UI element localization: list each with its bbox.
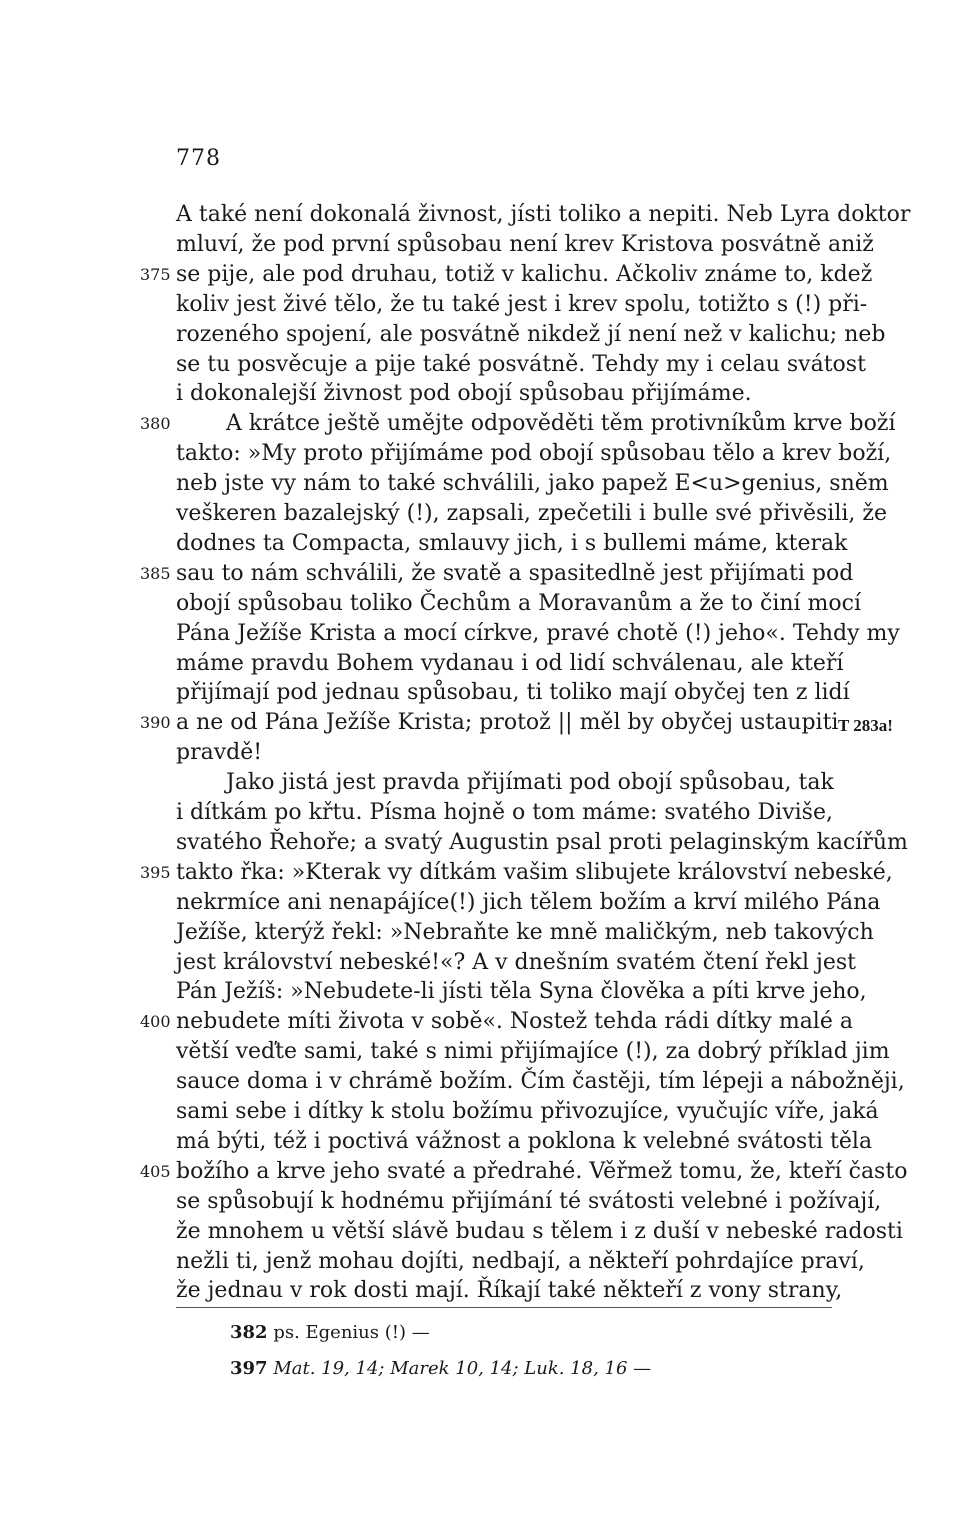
text-line: nekrmíce ani nenapájíce(!) jich tělem božím a krví milého Pána <box>176 890 881 915</box>
margin-note: T 283a! <box>838 716 893 735</box>
text-line: Ježíše, kterýž řekl: »Nebraňte ke mně maličkým, neb takových <box>176 920 874 945</box>
text-line: máme pravdu Bohem vydanau i od lidí schválenau, ale kteří <box>176 651 844 676</box>
text-line: A krátce ještě umějte odpověděti těm protivníkům krve boží <box>226 411 896 436</box>
text-line: obojí spůsobau toliko Čechům a Moravanům a že to činí mocí <box>176 591 862 616</box>
text-line: nebudete míti života v sobě«. Nostež tehda rádi dítky malé a <box>176 1009 853 1034</box>
text-line: božího a krve jeho svaté a předrahé. Věřmež tomu, že, kteří často <box>176 1159 908 1184</box>
footnote-number: 382 <box>230 1322 268 1343</box>
footnote-text: ps. Egenius (!) — <box>273 1322 430 1343</box>
line-number: 375 <box>140 265 171 284</box>
text-line: že jednau v rok dosti mají. Říkají také někteří z vony strany, <box>176 1278 843 1303</box>
line-number: 405 <box>140 1162 171 1181</box>
line-number: 385 <box>140 564 171 583</box>
text-line: svatého Řehoře; a svatý Augustin psal proti pelaginským kacířům <box>176 830 908 855</box>
text-line: mluví, že pod první spůsobau není krev Kristova posvátně aniž <box>176 232 874 257</box>
text-line: sau to nám schválili, že svatě a spasitedlně jest přijímati pod <box>176 561 854 586</box>
footnote-number: 397 <box>230 1358 268 1379</box>
text-line: i dokonalejší živnost pod obojí spůsobau přijímáme. <box>176 381 752 406</box>
text-line: má býti, též i poctivá vážnost a poklona k velebné svátosti těla <box>176 1129 873 1154</box>
page-number: 778 <box>176 146 221 171</box>
line-number: 400 <box>140 1012 171 1031</box>
text-line: koliv jest živé tělo, že tu také jest i krev spolu, totižto s (!) při- <box>176 292 868 317</box>
text-line: větší veďte sami, také s nimi přijímajíce (!), za dobrý příklad jim <box>176 1039 890 1064</box>
text-line: i dítkám po křtu. Písma hojně o tom máme: svatého Diviše, <box>176 800 833 825</box>
line-number: 390 <box>140 713 171 732</box>
text-line: takto: »My proto přijímáme pod obojí spůsobau tělo a krev boží, <box>176 441 892 466</box>
text-line: neb jste vy nám to také schválili, jako papež E<u>genius, sněm <box>176 471 889 496</box>
text-line: takto řka: »Kterak vy dítkám vašim slibujete království nebeské, <box>176 860 893 885</box>
text-line: pravdě! <box>176 740 263 765</box>
text-line: a ne od Pána Ježíše Krista; protož || měl by obyčej ustaupiti <box>176 710 839 735</box>
text-line: se tu posvěcuje a pije také posvátně. Tehdy my i celau svátost <box>176 352 866 377</box>
text-line: se pije, ale pod druhau, totiž v kalichu. Ačkoliv známe to, kdež <box>176 262 873 287</box>
text-line: že mnohem u větší slávě budau s tělem i z duší v nebeské radosti <box>176 1219 903 1244</box>
text-line: jest království nebeské!«? A v dnešním svatém čtení řekl jest <box>176 950 856 975</box>
text-line: A také není dokonalá živnost, jísti toliko a nepiti. Neb Lyra doktor <box>176 202 911 227</box>
footnote-text: Mat. 19, 14; Marek 10, 14; Luk. 18, 16 — <box>273 1358 652 1379</box>
footnote-rule <box>176 1307 832 1308</box>
text-line: přijímají pod jednau spůsobau, ti toliko mají obyčej ten z lidí <box>176 680 850 705</box>
text-line: rozeného spojení, ale posvátně nikdež jí není než v kalichu; neb <box>176 322 886 347</box>
line-number: 395 <box>140 863 171 882</box>
text-line: sami sebe i dítky k stolu božímu přivozujíce, vyučujíc víře, jaká <box>176 1099 879 1124</box>
text-line: veškeren bazalejský (!), zapsali, zpečetili i bulle své přivěsili, že <box>176 501 888 526</box>
text-line: Pán Ježíš: »Nebudete-li jísti těla Syna člověka a píti krve jeho, <box>176 979 867 1004</box>
text-line: dodnes ta Compacta, smlauvy jich, i s bullemi máme, kterak <box>176 531 848 556</box>
text-line: nežli ti, jenž mohau dojíti, nedbají, a někteří pohrdajíce praví, <box>176 1249 865 1274</box>
footnote-1 <box>230 1320 430 1346</box>
text-line: Jako jistá jest pravda přijímati pod obojí spůsobau, tak <box>226 770 834 795</box>
text-line: se spůsobují k hodnému přijímání té svátosti velebné i požívají, <box>176 1189 882 1214</box>
line-number: 380 <box>140 414 171 433</box>
footnote-2 <box>230 1356 651 1382</box>
text-line: Pána Ježíše Krista a mocí církve, pravé chotě (!) jeho«. Tehdy my <box>176 621 900 646</box>
text-line: sauce doma i v chrámě božím. Čím častěji, tím lépeji a nábožněji, <box>176 1069 905 1094</box>
